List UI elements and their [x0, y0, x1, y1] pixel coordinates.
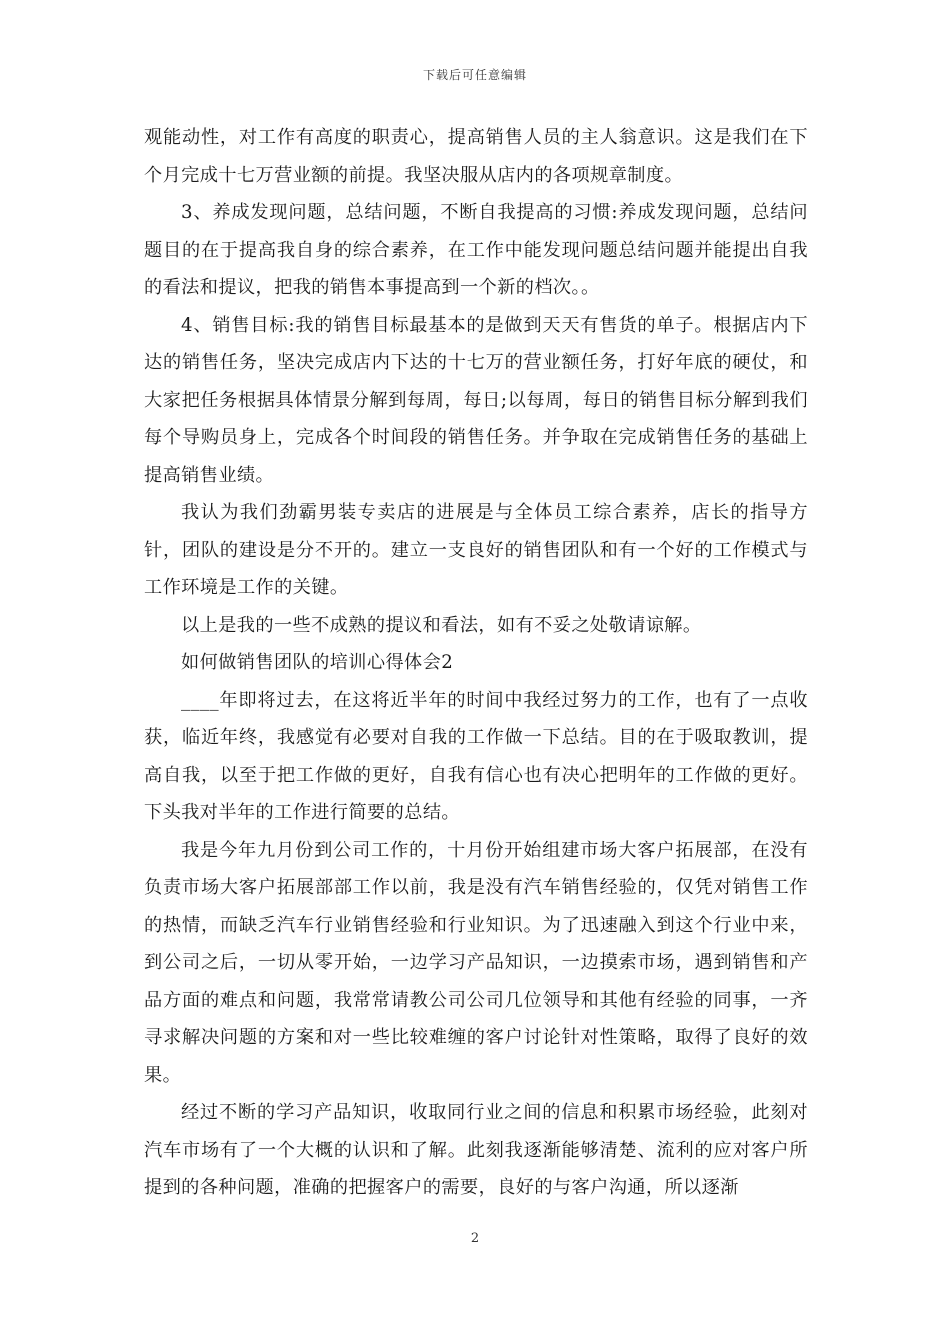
- paragraph-8: 经过不断的学习产品知识，收取同行业之间的信息和积累市场经验，此刻对汽车市场有了一个大概的认识和了解。此刻我逐渐能够清楚、流利的应对客户所提到的各种问题，准确的把握客户的需要，良好的与客户沟通，所以逐渐: [144, 1102, 808, 1198]
- document-body: [144, 119, 808, 1207]
- paragraph-1: 观能动性，对工作有高度的职责心，提高销售人员的主人翁意识。这是我们在下个月完成十七万营业额的前提。我坚决服从店内的各项规章制度。: [144, 127, 808, 186]
- paragraph-3: 4、销售目标:我的销售目标最基本的是做到天天有售货的单子。根据店内下达的销售任务，坚决完成店内下达的十七万的营业额任务，打好年底的硬仗，和大家把任务根据具体情景分解到每周，每日;以每周，每日的销售目标分解到我们每个导购员身上，完成各个时间段的销售任务。并争取在完成销售任务的基础上提高销售业绩。: [144, 314, 808, 486]
- paragraph-4: 我认为我们劲霸男装专卖店的进展是与全体员工综合素养，店长的指导方针，团队的建设是分不开的。建立一支良好的销售团队和有一个好的工作模式与工作环境是工作的关键。: [144, 502, 808, 598]
- paragraph-6: ____年即将过去，在这将近半年的时间中我经过努力的工作，也有了一点收获，临近年终，我感觉有必要对自我的工作做一下总结。目的在于吸取教训，提高自我，以至于把工作做的更好，自我有信心也有决心把明年的工作做的更好。下头我对半年的工作进行简要的总结。: [144, 689, 808, 823]
- page-header: 下载后可任意编辑: [422, 68, 527, 82]
- section-title: 如何做销售团队的培训心得体会2: [181, 652, 454, 673]
- paragraph-5: 以上是我的一些不成熟的提议和看法，如有不妥之处敬请谅解。: [181, 614, 702, 636]
- paragraph-7: 我是今年九月份到公司工作的，十月份开始组建市场大客户拓展部，在没有负责市场大客户拓展部部工作以前，我是没有汽车销售经验的，仅凭对销售工作的热情，而缺乏汽车行业销售经验和行业知识。为了迅速融入到这个行业中来，到公司之后，一切从零开始，一边学习产品知识，一边摸索市场，遇到销售和产品方面的难点和问题，我常常请教公司公司几位领导和其他有经验的同事，一齐寻求解决问题的方案和对一些比较难缠的客户讨论针对性策略，取得了良好的效果。: [144, 839, 808, 1086]
- page-number: 2: [470, 1231, 480, 1246]
- paragraph-2: 3、养成发现问题，总结问题，不断自我提高的习惯:养成发现问题，总结问题目的在于提高我自身的综合素养，在工作中能发现问题总结问题并能提出自我的看法和提议，把我的销售本事提高到一个新的档次。。: [144, 202, 808, 298]
